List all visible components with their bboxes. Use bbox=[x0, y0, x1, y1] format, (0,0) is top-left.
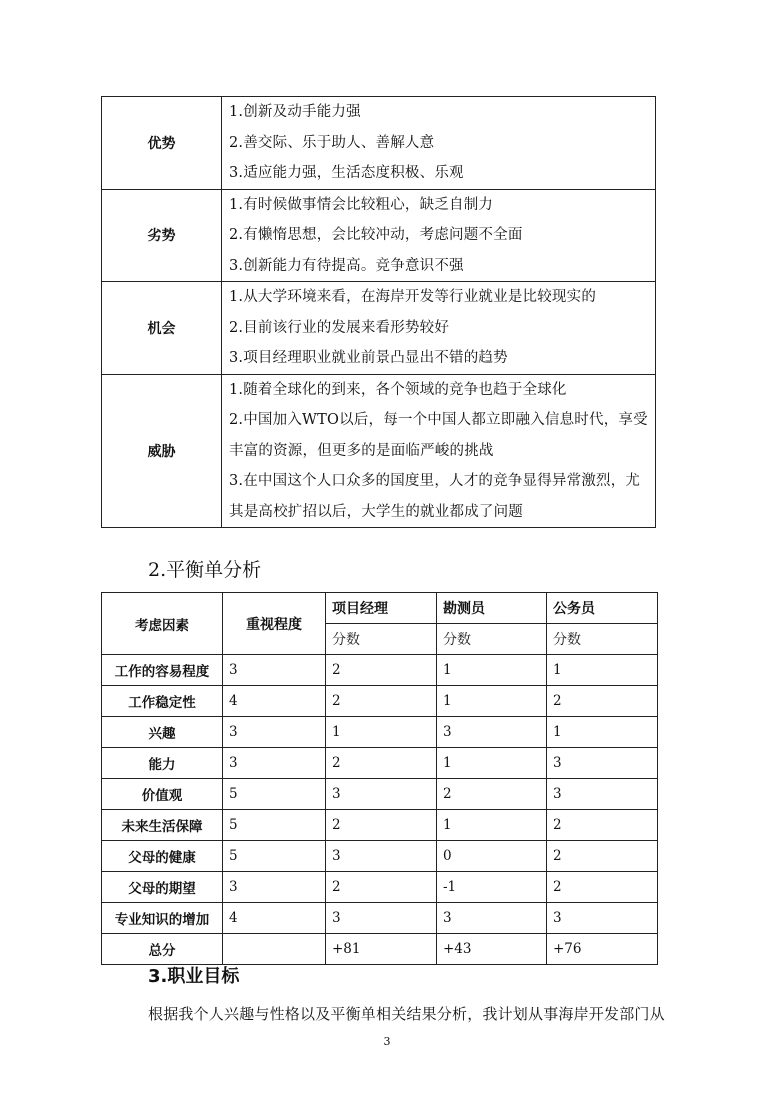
swot-label: 优势 bbox=[102, 97, 222, 190]
table-row bbox=[102, 748, 658, 779]
score-cell: 3 bbox=[326, 841, 437, 872]
weight-cell: 3 bbox=[223, 872, 326, 903]
swot-items bbox=[222, 189, 656, 282]
weight-cell: 5 bbox=[223, 841, 326, 872]
score-cell: 0 bbox=[437, 841, 547, 872]
swot-label: 威胁 bbox=[102, 374, 222, 528]
swot-item: 2.善交际、乐于助人、善解人意 bbox=[229, 134, 435, 151]
column-header-option: 勘测员 bbox=[437, 593, 547, 624]
score-cell: 2 bbox=[547, 872, 658, 903]
score-cell: 3 bbox=[547, 748, 658, 779]
score-cell: 3 bbox=[437, 903, 547, 934]
score-cell: 3 bbox=[326, 903, 437, 934]
factor-cell: 父母的健康 bbox=[102, 841, 223, 872]
score-cell: 1 bbox=[437, 686, 547, 717]
score-cell: 2 bbox=[547, 810, 658, 841]
score-cell: 2 bbox=[326, 748, 437, 779]
swot-row-strengths bbox=[102, 97, 656, 190]
score-cell: 2 bbox=[326, 686, 437, 717]
column-header-factor: 考虑因素 bbox=[102, 593, 223, 655]
factor-cell: 兴趣 bbox=[102, 717, 223, 748]
factor-cell: 工作的容易程度 bbox=[102, 655, 223, 686]
swot-table bbox=[101, 96, 656, 528]
weight-cell: 3 bbox=[223, 717, 326, 748]
weight-cell: 3 bbox=[223, 655, 326, 686]
weight-cell: 5 bbox=[223, 810, 326, 841]
total-score-cell: +81 bbox=[326, 934, 437, 965]
score-cell: 1 bbox=[547, 655, 658, 686]
factor-cell: 父母的期望 bbox=[102, 872, 223, 903]
swot-items bbox=[222, 374, 656, 528]
table-row bbox=[102, 903, 658, 934]
factor-cell: 工作稳定性 bbox=[102, 686, 223, 717]
total-label: 总分 bbox=[102, 934, 223, 965]
page-number: 3 bbox=[383, 1035, 391, 1048]
score-cell: 1 bbox=[437, 748, 547, 779]
score-label: 分数 bbox=[547, 624, 658, 655]
table-row bbox=[102, 872, 658, 903]
weight-cell: 5 bbox=[223, 779, 326, 810]
column-header-option: 项目经理 bbox=[326, 593, 437, 624]
table-row bbox=[102, 686, 658, 717]
factor-cell: 能力 bbox=[102, 748, 223, 779]
swot-item: 3.项目经理职业就业前景凸显出不错的趋势 bbox=[229, 350, 508, 366]
score-cell: 1 bbox=[326, 717, 437, 748]
score-cell: 3 bbox=[437, 717, 547, 748]
score-cell: 1 bbox=[437, 810, 547, 841]
factor-cell: 未来生活保障 bbox=[102, 810, 223, 841]
score-cell: 3 bbox=[326, 779, 437, 810]
swot-label: 劣势 bbox=[102, 189, 222, 282]
swot-row-weaknesses bbox=[102, 189, 656, 282]
weight-cell: 3 bbox=[223, 748, 326, 779]
section-heading: 3.职业目标 bbox=[148, 966, 240, 987]
column-header-weight: 重视程度 bbox=[223, 593, 326, 655]
swot-label: 机会 bbox=[102, 282, 222, 375]
score-cell: 2 bbox=[547, 841, 658, 872]
factor-cell: 专业知识的增加 bbox=[102, 903, 223, 934]
table-row bbox=[102, 841, 658, 872]
swot-item: 3.创新能力有待提高。竞争意识不强 bbox=[229, 257, 464, 274]
score-cell: 2 bbox=[326, 810, 437, 841]
total-score-cell: +43 bbox=[437, 934, 547, 965]
table-total-row bbox=[102, 934, 658, 965]
table-row bbox=[102, 717, 658, 748]
swot-row-threats bbox=[102, 374, 656, 528]
score-cell: 1 bbox=[547, 717, 658, 748]
column-header-option: 公务员 bbox=[547, 593, 658, 624]
swot-item: 1.有时候做事情会比较粗心，缺乏自制力 bbox=[229, 196, 494, 213]
swot-item: 1.随着全球化的到来，各个领域的竞争也趋于全球化 bbox=[229, 381, 567, 398]
table-row bbox=[102, 655, 658, 686]
table-header-row bbox=[102, 593, 658, 624]
score-cell: -1 bbox=[437, 872, 547, 903]
swot-item: 2.目前该行业的发展来看形势较好 bbox=[229, 319, 450, 336]
score-cell: 2 bbox=[326, 872, 437, 903]
score-cell: 1 bbox=[437, 655, 547, 686]
score-cell: 2 bbox=[326, 655, 437, 686]
section-heading: 2.平衡单分析 bbox=[148, 559, 262, 581]
swot-item: 2.中国加入WTO以后，每一个中国人都立即融入信息时代，享受丰富的资源，但更多的是面临严峻的挑战 bbox=[229, 412, 648, 459]
weight-cell: 4 bbox=[223, 903, 326, 934]
swot-row-opportunities bbox=[102, 282, 656, 375]
swot-item: 2.有懒惰思想，会比较冲动，考虑问题不全面 bbox=[229, 227, 523, 243]
swot-item: 1.从大学环境来看，在海岸开发等行业就业是比较现实的 bbox=[229, 289, 597, 305]
score-label: 分数 bbox=[437, 624, 547, 655]
swot-item: 1.创新及动手能力强 bbox=[229, 104, 361, 120]
score-label: 分数 bbox=[326, 624, 437, 655]
weight-cell bbox=[223, 934, 326, 965]
weight-cell: 4 bbox=[223, 686, 326, 717]
swot-items bbox=[222, 97, 656, 190]
table-row bbox=[102, 810, 658, 841]
swot-items bbox=[222, 282, 656, 375]
score-cell: 3 bbox=[547, 779, 658, 810]
score-cell: 3 bbox=[547, 903, 658, 934]
table-row bbox=[102, 779, 658, 810]
swot-item: 3.在中国这个人口众多的国度里，人才的竞争显得异常激烈，尤其是高校扩招以后，大学生的就业都成了问题 bbox=[229, 473, 641, 520]
score-cell: 2 bbox=[437, 779, 547, 810]
total-score-cell: +76 bbox=[547, 934, 658, 965]
balance-sheet-table bbox=[101, 592, 658, 965]
factor-cell: 价值观 bbox=[102, 779, 223, 810]
swot-item: 3.适应能力强，生活态度积极、乐观 bbox=[229, 165, 464, 181]
body-paragraph: 根据我个人兴趣与性格以及平衡单相关结果分析，我计划从事海岸开发部门从 bbox=[148, 1005, 665, 1023]
score-cell: 2 bbox=[547, 686, 658, 717]
